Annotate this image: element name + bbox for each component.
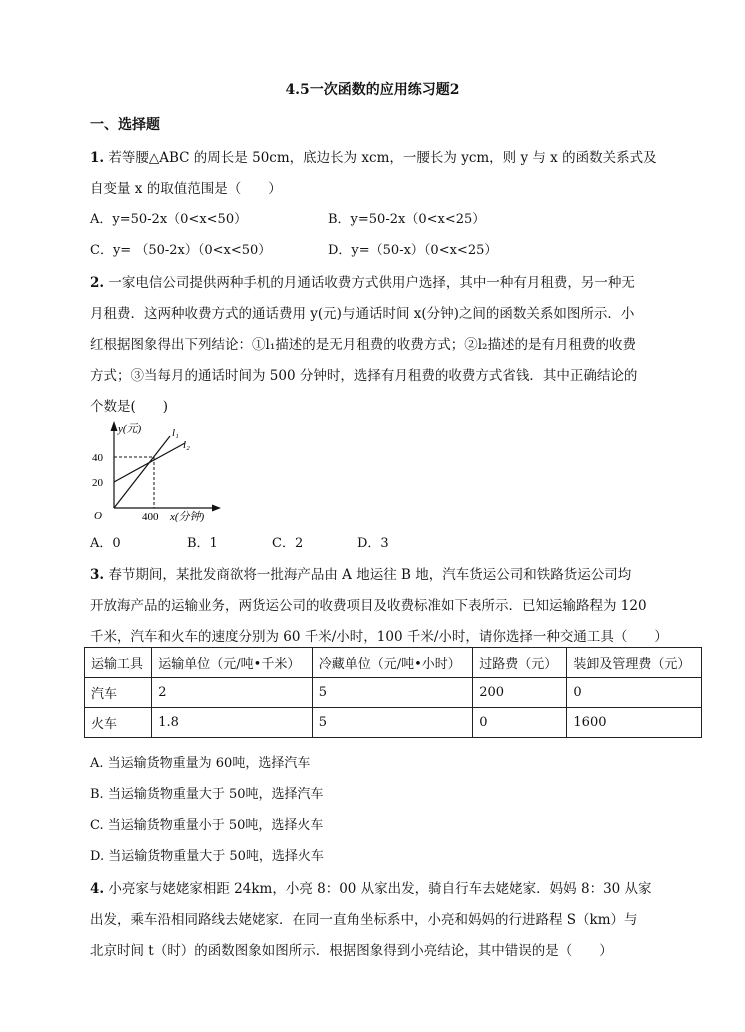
q1-number: 1. — [90, 150, 105, 166]
q3-option-b: B. 当运输货物重量大于 50吨，选择汽车 — [90, 787, 324, 802]
x-axis-arrow — [212, 505, 221, 512]
q2-option-a: A．0 — [90, 536, 121, 551]
q2-line-3: 红根据图象得出下列结论：①l₁描述的是无月租费的收费方式；②l₂描述的是有月租费的收费 — [90, 337, 636, 353]
q3-line-2: 开放海产品的运输业务，两货运公司的收费项目及收费标准如下表所示．已知运输路程为 120 — [90, 598, 647, 614]
x-tick-400: 400 — [142, 511, 159, 523]
table-cell: 5 — [312, 708, 472, 738]
page-title: 4.5一次函数的应用练习题2 — [285, 82, 460, 98]
q1-line-1 — [90, 146, 657, 166]
q1-option-a: A．y=50-2x（0<x<50） — [90, 212, 248, 227]
line-l1 — [114, 436, 170, 508]
table-cell: 200 — [473, 678, 567, 708]
table-cell: 1.8 — [152, 708, 312, 738]
q2-line-1 — [90, 271, 635, 291]
q2-function-graph — [90, 418, 230, 530]
q3-option-a: A. 当运输货物重量为 60吨，选择汽车 — [90, 756, 311, 771]
table-cell: 火车 — [85, 708, 152, 738]
y-tick-20: 20 — [92, 477, 103, 489]
q1-text-1: 若等腰△ABC 的周长是 50cm，底边长为 xcm，一腰长为 ycm，则 y 与 x 的函数关系式及 — [104, 150, 657, 166]
q4-number: 4. — [90, 881, 105, 897]
q1-option-d: D．y=（50-x）（0<x<25） — [328, 243, 498, 258]
q4-text-1: 小亮家与姥姥家相距 24km，小亮 8：00 从家出发，骑自行车去姥姥家．妈妈 8：30 从家 — [104, 881, 652, 897]
q2-number: 2. — [90, 275, 105, 291]
table-header-cell: 冷藏单位（元/吨•小时） — [312, 648, 472, 678]
table-header-cell: 过路费（元） — [473, 648, 567, 678]
table-header-cell: 运输工具 — [85, 648, 152, 678]
q2-text-1: 一家电信公司提供两种手机的月通话收费方式供用户选择，其中一种有月租费，另一种无 — [104, 275, 635, 291]
q4-line-2: 出发，乘车沿相同路线去姥姥家．在同一直角坐标系中，小亮和妈妈的行进路程 S（km）与 — [90, 912, 638, 928]
q2-line-4: 方式；③当每月的通话时间为 500 分钟时，选择有月租费的收费方式省钱．其中正确结论的 — [90, 368, 638, 384]
q2-option-c: C．2 — [272, 536, 304, 551]
table-cell: 2 — [152, 678, 312, 708]
table-cell: 1600 — [567, 708, 702, 738]
q4-line-1 — [90, 877, 652, 897]
table-cell: 汽车 — [85, 678, 152, 708]
y-tick-40: 40 — [92, 452, 103, 464]
table-cell: 0 — [567, 678, 702, 708]
q3-text-1: 春节期间，某批发商欲将一批海产品由 A 地运往 B 地，汽车货运公司和铁路货运公司均 — [104, 567, 632, 583]
x-axis-label: x(分钟) — [170, 511, 205, 523]
table-header-row — [85, 648, 702, 678]
q3-line-1 — [90, 563, 631, 583]
q3-number: 3. — [90, 567, 105, 583]
q1-option-b: B．y=50-2x（0<x<25） — [328, 212, 486, 227]
q1-option-c: C．y= （50-2x）（0<x<50） — [90, 243, 272, 258]
q2-option-b: B．1 — [187, 536, 218, 551]
fee-table — [84, 647, 702, 738]
q3-option-d: D. 当运输货物重量大于 50吨，选择火车 — [90, 849, 324, 864]
origin-label: O — [94, 510, 102, 522]
q3-line-3: 千米，汽车和火车的速度分别为 60 千米/小时，100 千米/小时，请你选择一种交通工具（ ） — [90, 629, 668, 645]
q4-line-3: 北京时间 t（时）的函数图象如图所示．根据图象得到小亮结论，其中错误的是（ ） — [90, 943, 613, 959]
q1-line-2: 自变量 x 的取值范围是（ ） — [90, 181, 282, 197]
q3-option-c: C. 当运输货物重量小于 50吨，选择火车 — [90, 818, 324, 833]
l2-label: l₂ — [183, 439, 190, 451]
l1-label: l₁ — [172, 427, 179, 439]
table-header-cell: 运输单位（元/吨•千米） — [152, 648, 312, 678]
line-l2 — [114, 443, 185, 482]
table-row — [85, 708, 702, 738]
q2-line-2: 月租费．这两种收费方式的通话费用 y(元)与通话时间 x(分钟)之间的函数关系如图所示．小 — [90, 306, 635, 322]
table-header-cell: 装卸及管理费（元） — [567, 648, 702, 678]
table-cell: 0 — [473, 708, 567, 738]
section-heading: 一、选择题 — [90, 117, 160, 133]
y-axis-arrow — [111, 421, 118, 431]
table-cell: 5 — [312, 678, 472, 708]
table-row — [85, 678, 702, 708]
y-axis-label: y(元) — [118, 423, 142, 435]
q2-line-5: 个数是( ) — [90, 399, 169, 415]
q2-option-d: D．3 — [357, 536, 389, 551]
